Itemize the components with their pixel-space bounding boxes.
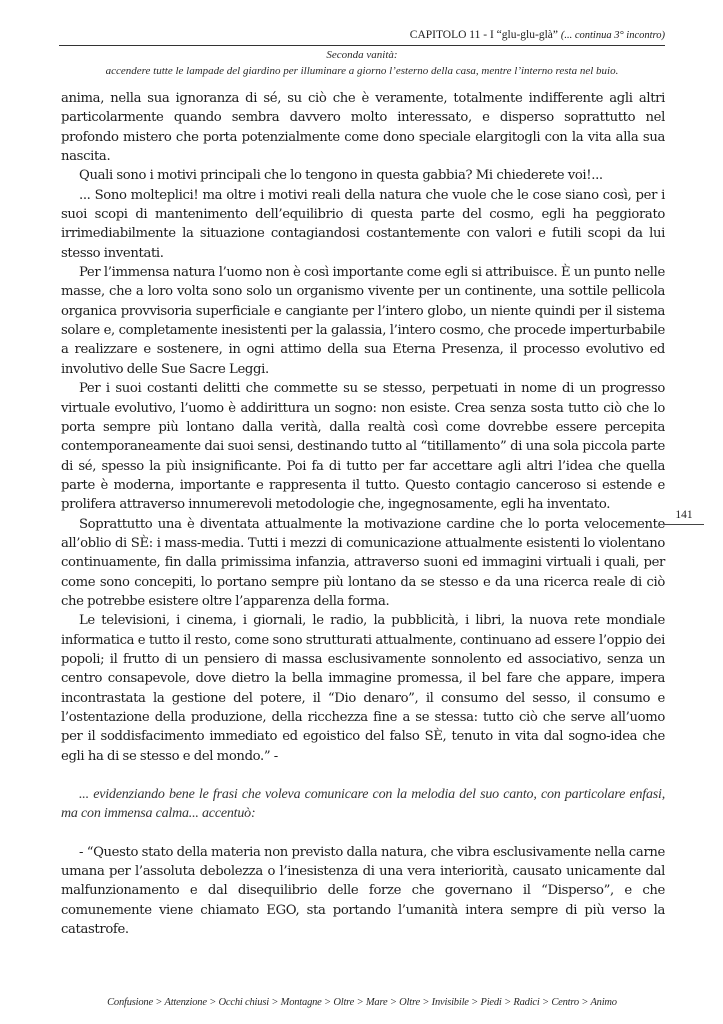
chapter-continuation: (... continua 3° incontro) [560,30,665,41]
paragraph: Soprattutto una è diventata attualmente la motivazione cardine che lo porta velocemente all’oblio di SÈ: i mass-media. Tutti i mezzi di comunicazione attualmente esistenti lo violentano continuamente, fin dalla primissima infanzia, attraverso suoni ed immagini virtuali i quali, per come sono concepiti, lo portano sempre più lontano da se stesso e da una ricerca reale di ciò che potrebbe esistere oltre l’apparenza della forma. [61,516,665,609]
paragraph: Le televisioni, i cinema, i giornali, le radio, la pubblicità, i libri, la nuova rete mondiale informatica e tutto il resto, come sono strutturati attualmente, continuano ad essere l’oppio dei popoli; il frutto di un pensiero di massa esclusivamente sonnolento ed associativo, senza un centro consapevole, dove dietro la bella immagine promessa, il bel fare che appare, impera incontrastata la gestione del potere, il “Dio denaro”, il consumo del sesso, il consumo e l’ostentazione della produzione, della ricchezza fine a se stessa: tutto ciò che serve all’uomo per il soddisfacimento immediato ed egoistico del falso SÈ, tenuto in vita dal sogno-idea che egli ha di se stesso e del mondo.” - [61,613,665,764]
running-header [59,28,665,46]
footer-breadcrumb-trail: Confusione > Attenzione > Occhi chiusi > Montagne > Oltre > Mare > Oltre > Invisibile > Piedi > Radici > Centro > Animo [107,997,617,1008]
dialogue-paragraph: - “Questo stato della materia non previsto dalla natura, che vibra esclusivamente nella carne umana per l’assoluta debolezza o l’inesistenza di una vera interiorità, causato unicamente dal malfunzionamento e dal disequilibrio delle forze che governano il “Disperso”, e che comunemente viene chiamato EGO, sta portando l’umanità intera sempre di più verso la catastrofe. [61,844,665,938]
paragraph: anima, nella sua ignoranza di sé, su ciò che è veramente, totalmente indifferente agli altri particolarmente quando sembra davvero molto interessato, e disperso soprattutto nel profondo mistero che porta potenzialmente come dono speciale elargitogli con la vita alla sua nascita. [61,91,665,165]
paragraph: Per i suoi costanti delitti che commette su se stesso, perpetuati in nome di un progresso virtuale evolutivo, l’uomo è addirittura un sogno: non esiste. Crea senza sosta tutto ciò che lo porta sempre più lontano dalla verità, dalla realtà così come dovrebbe essere percepita contemporaneamente dai suoi sensi, destinando tutto al “titillamento” di una sola piccola parte di sé, spesso la più insignificante. Poi fa di tutto per far accettare agli altri l’idea che quella parte è moderna, importante e rappresenta il tutto. Questo contagio canceroso si estende e prolifera attraverso innumerevoli metodologie che, ingegnosamente, egli ha inventato. [61,381,665,513]
page-number: 141 [664,509,704,525]
section-epigraph [59,48,665,79]
paragraph: Quali sono i motivi principali che lo tengono in questa gabbia? Mi chiederete voi!... [79,168,603,184]
body-text [61,89,665,939]
chapter-title: CAPITOLO 11 - I “glu-glu-glà” [409,29,558,41]
paragraph: Per l’immensa natura l’uomo non è così importante come egli si attribuisce. È un punto nelle masse, che a loro volta sono solo un organismo vivente per un continente, una sottile pellicola organica provvisoria superficiale e cangiante per l’intero globo, un niente quindi per il sistema solare e, completamente inesistenti per la galassia, l’intero cosmo, che procede imperturbabile a realizzare e sostenere, in ogni attimo della sua Eterna Presenza, il processo evolutivo ed involutivo delle Sue Sacre Leggi. [61,265,665,377]
epigraph-subtitle: accendere tutte le lampade del giardino per illuminare a giorno l’esterno della casa, mentre l’interno resta nel buio. [105,64,619,77]
epigraph-title: Seconda vanità: [326,49,398,61]
paragraph: ... Sono molteplici! ma oltre i motivi reali della natura che vuole che le cose siano così, per i suoi scopi di mantenimento dell’equilibrio di questa parte del cosmo, egli ha peggiorato irrimediabilmente la situazione contagiandosi costantemente con valori e futili scopi da lui stesso inventati. [61,187,665,261]
narration-paragraph: ... evidenziando bene le frasi che voleva comunicare con la melodia del suo canto, con particolare enfasi, ma con immensa calma... accentuò: [61,787,665,822]
